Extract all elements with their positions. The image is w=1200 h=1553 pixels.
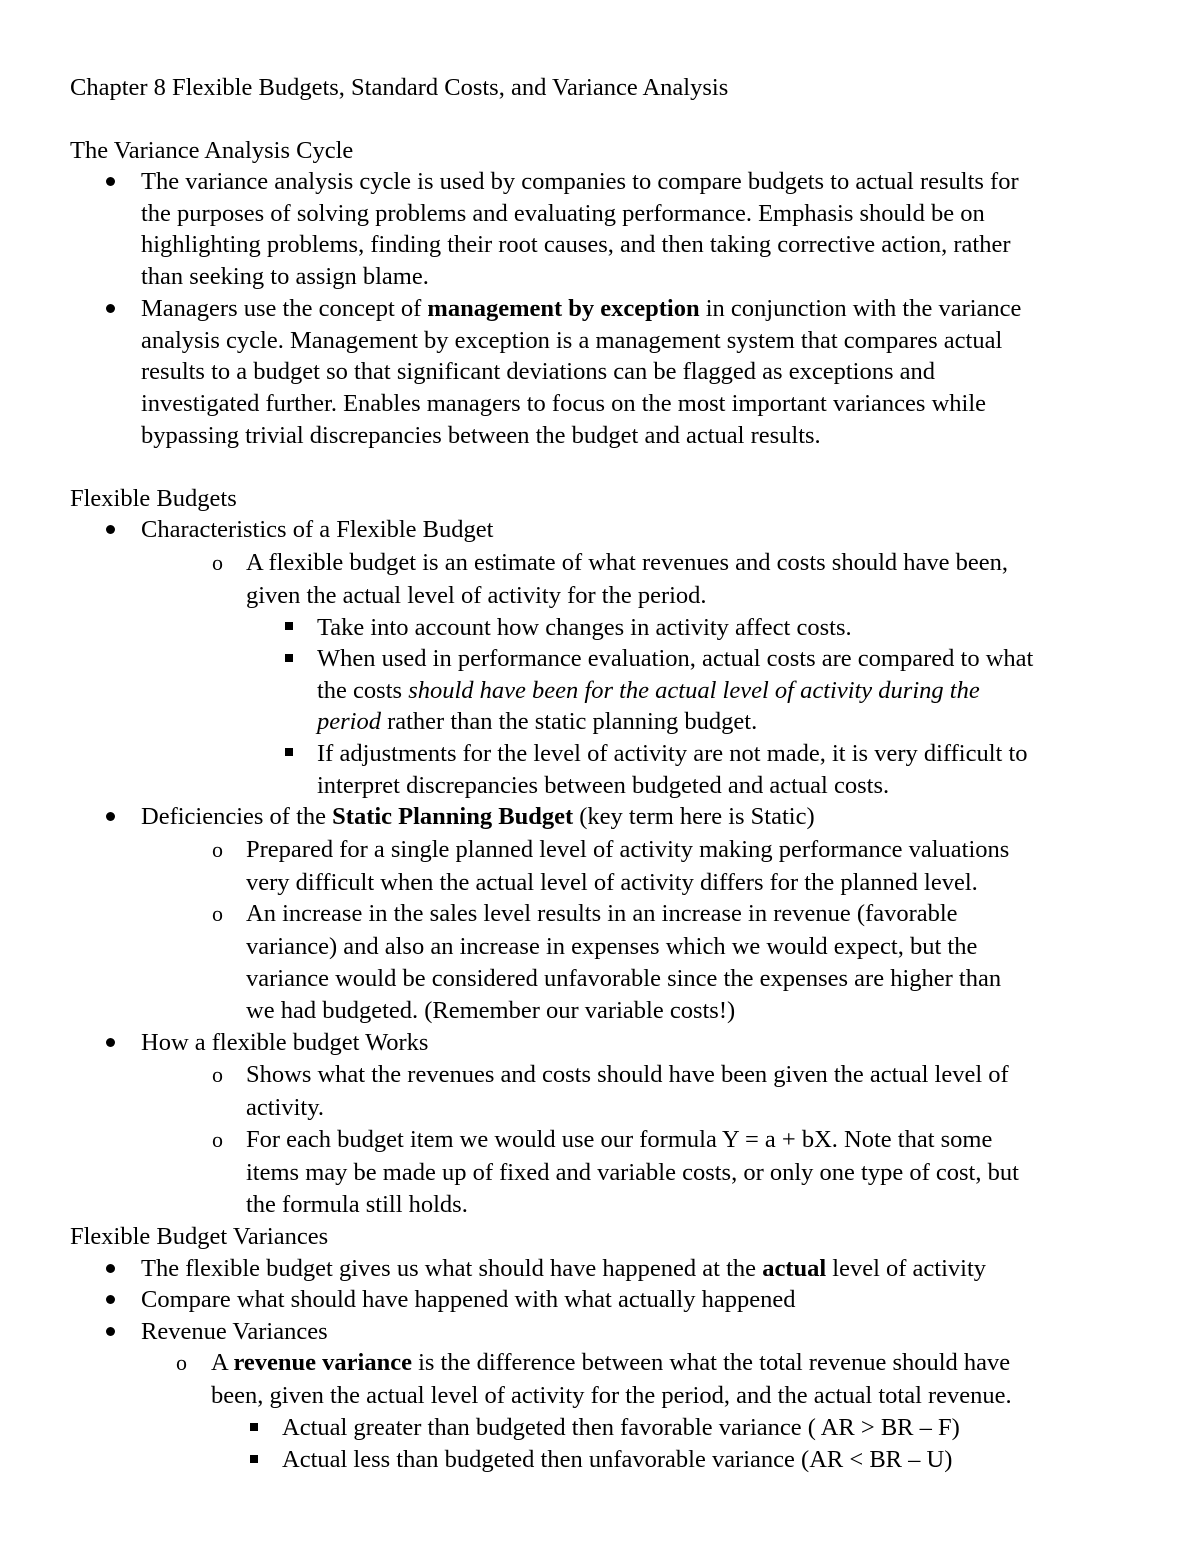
paragraph-line: been, given the actual level of activity for the period, and the actual total revenue. [211, 1382, 1012, 1409]
section-heading-variance-analysis-cycle: The Variance Analysis Cycle [70, 137, 354, 164]
section-heading-flexible-budgets: Flexible Budgets [70, 485, 237, 512]
key-term-revenue-variance: revenue variance [233, 1349, 412, 1376]
list-item: How a flexible budget Works [141, 1029, 429, 1056]
paragraph-line: period rather than the static planning budget. [317, 708, 758, 735]
square-bullet-icon [285, 748, 293, 756]
paragraph-line: For each budget item we would use our formula Y = a + bX. Note that some [246, 1126, 993, 1153]
paragraph-line: bypassing trivial discrepancies between the budget and actual results. [141, 422, 821, 449]
paragraph-line: than seeking to assign blame. [141, 263, 429, 290]
paragraph-line: interpret discrepancies between budgeted and actual costs. [317, 772, 890, 799]
document-title: Chapter 8 Flexible Budgets, Standard Costs, and Variance Analysis [70, 74, 729, 101]
paragraph-line: Shows what the revenues and costs should have been given the actual level of [246, 1061, 1009, 1088]
paragraph-line: activity. [246, 1094, 325, 1121]
paragraph-line: A flexible budget is an estimate of what revenues and costs should have been, [246, 549, 1009, 576]
square-bullet-icon [250, 1423, 258, 1431]
bullet-icon [106, 177, 115, 186]
paragraph-line: Take into account how changes in activity affect costs. [317, 614, 852, 641]
bullet-icon [106, 1264, 115, 1273]
paragraph-line: results to a budget so that significant deviations can be flagged as exceptions and [141, 358, 935, 385]
paragraph-line: When used in performance evaluation, actual costs are compared to what [317, 645, 1034, 672]
paragraph-line: investigated further. Enables managers to focus on the most important variances while [141, 390, 987, 417]
bullet-icon [106, 1038, 115, 1047]
paragraph-line: variance would be considered unfavorable since the expenses are higher than [246, 965, 1002, 992]
bullet-icon [106, 525, 115, 534]
list-item: Revenue Variances [141, 1318, 328, 1345]
paragraph-line: Prepared for a single planned level of activity making performance valuations [246, 836, 1010, 863]
paragraph-line: Managers use the concept of management by exception in conjunction with the variance [141, 295, 1022, 322]
paragraph-line: given the actual level of activity for the period. [246, 582, 707, 609]
list-item: Actual less than budgeted then unfavorable variance (AR < BR – U) [282, 1446, 953, 1473]
bullet-icon [106, 1327, 115, 1336]
paragraph-line: An increase in the sales level results in an increase in revenue (favorable [246, 900, 958, 927]
paragraph-line: the formula still holds. [246, 1191, 468, 1218]
circle-bullet-icon: o [212, 1127, 223, 1152]
bullet-icon [106, 812, 115, 821]
paragraph-line: very difficult when the actual level of activity differs for the planned level. [246, 869, 978, 896]
paragraph-line: variance) and also an increase in expenses which we would expect, but the [246, 933, 978, 960]
list-item: Deficiencies of the Static Planning Budget (key term here is Static) [141, 803, 815, 830]
list-item: Actual greater than budgeted then favorable variance ( AR > BR – F) [282, 1414, 960, 1441]
paragraph-line: The variance analysis cycle is used by companies to compare budgets to actual results for [141, 168, 1019, 195]
circle-bullet-icon: o [212, 837, 223, 862]
bullet-icon [106, 304, 115, 313]
paragraph-line: the purposes of solving problems and evaluating performance. Emphasis should be on [141, 200, 985, 227]
key-term-static-planning-budget: Static Planning Budget [332, 803, 574, 830]
bullet-icon [106, 1295, 115, 1304]
circle-bullet-icon: o [212, 1062, 223, 1087]
paragraph-line: highlighting problems, finding their root causes, and then taking corrective action, rather [141, 231, 1011, 258]
paragraph-line: items may be made up of fixed and variable costs, or only one type of cost, but [246, 1159, 1019, 1186]
section-heading-flexible-budget-variances: Flexible Budget Variances [70, 1223, 329, 1250]
circle-bullet-icon: o [176, 1350, 187, 1375]
square-bullet-icon [285, 654, 293, 662]
paragraph-line: A revenue variance is the difference between what the total revenue should have [211, 1349, 1011, 1376]
key-term-management-by-exception: management by exception [427, 295, 700, 322]
list-item: Characteristics of a Flexible Budget [141, 516, 494, 543]
list-item: Compare what should have happened with what actually happened [141, 1286, 796, 1313]
square-bullet-icon [250, 1455, 258, 1463]
paragraph-line: we had budgeted. (Remember our variable costs!) [246, 997, 736, 1024]
list-item: The flexible budget gives us what should have happened at the actual level of activity [141, 1255, 987, 1282]
paragraph-line: If adjustments for the level of activity are not made, it is very difficult to [317, 740, 1028, 767]
key-term-actual: actual [762, 1255, 827, 1282]
circle-bullet-icon: o [212, 901, 223, 926]
square-bullet-icon [285, 622, 293, 630]
circle-bullet-icon: o [212, 550, 223, 575]
paragraph-line: the costs should have been for the actual level of activity during the [317, 677, 980, 704]
paragraph-line: analysis cycle. Management by exception is a management system that compares actual [141, 327, 1003, 354]
